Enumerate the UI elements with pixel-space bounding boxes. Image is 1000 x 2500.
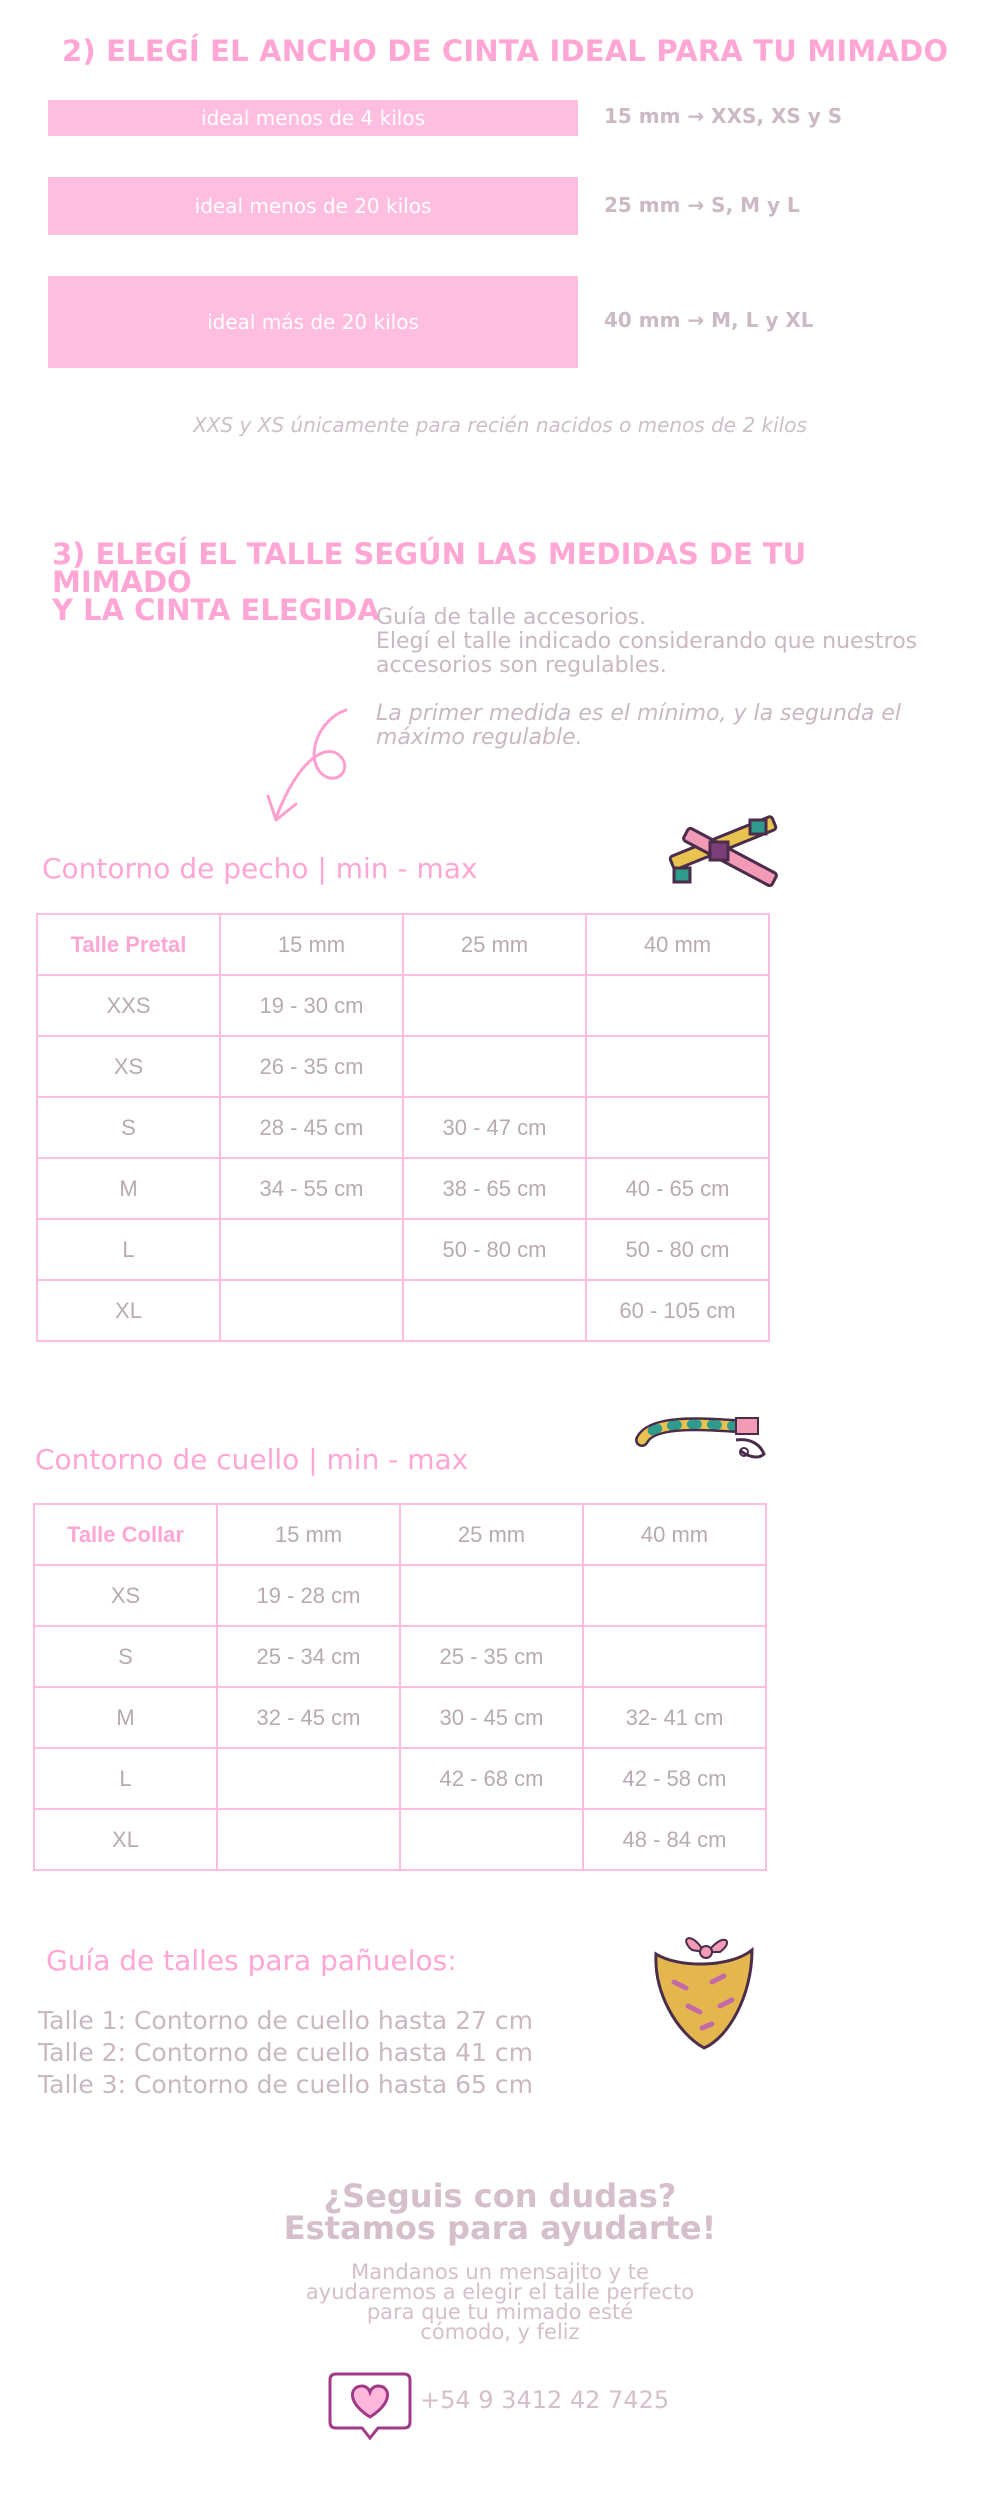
table-cell: 30 - 47 cm bbox=[403, 1097, 586, 1158]
table-header-cell: 40 mm bbox=[586, 914, 769, 975]
bandana-size-line: Talle 1: Contorno de cuello hasta 27 cm bbox=[38, 2006, 533, 2035]
table-cell bbox=[403, 1280, 586, 1341]
cta-title bbox=[0, 2177, 1000, 2247]
table-cell: XL bbox=[37, 1280, 220, 1341]
table-cell: XS bbox=[34, 1565, 217, 1626]
collar-leash-icon bbox=[632, 1410, 772, 1474]
table-cell: 60 - 105 cm bbox=[586, 1280, 769, 1341]
table-header-cell: 15 mm bbox=[217, 1504, 400, 1565]
table-cell: 42 - 58 cm bbox=[583, 1748, 766, 1809]
cta-body-line: para que tu mimado esté bbox=[366, 2300, 634, 2324]
width-bar-small bbox=[48, 100, 578, 136]
table-cell: XS bbox=[37, 1036, 220, 1097]
chest-table-heading: Contorno de pecho | min - max bbox=[42, 852, 478, 885]
section3-title-line1: 3) ELEGÍ EL TALLE SEGÚN LAS MEDIDAS DE TU MIMADO bbox=[52, 537, 807, 599]
table-row bbox=[37, 1036, 769, 1097]
guide-line: accesorios son regulables. bbox=[376, 653, 667, 678]
table-cell: 34 - 55 cm bbox=[220, 1158, 403, 1219]
neck-table-heading: Contorno de cuello | min - max bbox=[35, 1443, 469, 1476]
table-cell: 25 - 34 cm bbox=[217, 1626, 400, 1687]
table-cell bbox=[586, 1097, 769, 1158]
table-cell: 50 - 80 cm bbox=[586, 1219, 769, 1280]
table-cell: S bbox=[37, 1097, 220, 1158]
guide-italic-line: máximo regulable. bbox=[376, 725, 583, 750]
table-cell: 19 - 30 cm bbox=[220, 975, 403, 1036]
table-row bbox=[37, 1219, 769, 1280]
width-spec-15mm: 15 mm → XXS, XS y S bbox=[604, 104, 843, 128]
table-header-cell: 25 mm bbox=[403, 914, 586, 975]
curved-arrow-icon bbox=[258, 700, 358, 830]
newborn-note: XXS y XS únicamente para recién nacidos o menos de 2 kilos bbox=[193, 413, 807, 437]
bandana-icon bbox=[648, 1926, 758, 2052]
table-cell bbox=[217, 1809, 400, 1870]
table-cell: 32- 41 cm bbox=[583, 1687, 766, 1748]
table-cell bbox=[217, 1748, 400, 1809]
cta-title-line: ¿Seguis con dudas? bbox=[323, 2177, 677, 2215]
bandana-guide-heading: Guía de talles para pañuelos: bbox=[46, 1944, 457, 1977]
table-cell: XL bbox=[34, 1809, 217, 1870]
table-cell: S bbox=[34, 1626, 217, 1687]
table-row bbox=[34, 1748, 766, 1809]
width-spec-25mm: 25 mm → S, M y L bbox=[604, 193, 800, 217]
table-row bbox=[37, 975, 769, 1036]
table-cell bbox=[586, 1036, 769, 1097]
table-cell: 26 - 35 cm bbox=[220, 1036, 403, 1097]
table-row bbox=[37, 1280, 769, 1341]
table-cell bbox=[583, 1565, 766, 1626]
bandana-size-line: Talle 2: Contorno de cuello hasta 41 cm bbox=[38, 2038, 533, 2067]
heart-message-icon[interactable] bbox=[326, 2370, 414, 2442]
table-header-cell: 25 mm bbox=[400, 1504, 583, 1565]
table-cell bbox=[400, 1809, 583, 1870]
table-cell: 25 - 35 cm bbox=[400, 1626, 583, 1687]
table-cell bbox=[403, 1036, 586, 1097]
guide-italic-line: La primer medida es el mínimo, y la segunda el bbox=[376, 701, 901, 726]
table-cell: 28 - 45 cm bbox=[220, 1097, 403, 1158]
table-cell: 42 - 68 cm bbox=[400, 1748, 583, 1809]
guide-line: Guía de talle accesorios. bbox=[376, 605, 647, 630]
width-bar-label: ideal menos de 4 kilos bbox=[201, 106, 425, 130]
table-header-cell: 40 mm bbox=[583, 1504, 766, 1565]
section3-title-line2: Y LA CINTA ELEGIDA bbox=[52, 593, 380, 627]
table-cell bbox=[586, 975, 769, 1036]
table-row bbox=[34, 1565, 766, 1626]
cta-body-line: Mandanos un mensajito y te bbox=[351, 2260, 649, 2284]
guide-line: Elegí el talle indicado considerando que nuestros bbox=[376, 629, 918, 654]
table-header-cell: 15 mm bbox=[220, 914, 403, 975]
table-row bbox=[34, 1626, 766, 1687]
width-bar-medium bbox=[48, 177, 578, 235]
table-row bbox=[34, 1809, 766, 1870]
table-cell: M bbox=[37, 1158, 220, 1219]
table-cell bbox=[220, 1219, 403, 1280]
table-cell: 32 - 45 cm bbox=[217, 1687, 400, 1748]
guide-text bbox=[376, 606, 976, 678]
table-header-cell: Talle Pretal bbox=[37, 914, 220, 975]
chest-size-table bbox=[36, 913, 770, 1342]
cta-body bbox=[0, 2262, 1000, 2342]
guide-italic-text bbox=[376, 702, 976, 750]
table-cell: 50 - 80 cm bbox=[403, 1219, 586, 1280]
table-cell: M bbox=[34, 1687, 217, 1748]
cta-body-line: ayudaremos a elegir el talle perfecto bbox=[305, 2280, 695, 2304]
width-bar-label: ideal menos de 20 kilos bbox=[194, 194, 432, 218]
table-cell: 40 - 65 cm bbox=[586, 1158, 769, 1219]
table-cell: 30 - 45 cm bbox=[400, 1687, 583, 1748]
table-cell: L bbox=[37, 1219, 220, 1280]
table-cell: 19 - 28 cm bbox=[217, 1565, 400, 1626]
width-spec-40mm: 40 mm → M, L y XL bbox=[604, 308, 814, 332]
harness-icon bbox=[660, 806, 786, 896]
table-row bbox=[37, 1097, 769, 1158]
table-cell bbox=[583, 1626, 766, 1687]
table-header-row bbox=[37, 914, 769, 975]
bandana-size-line: Talle 3: Contorno de cuello hasta 65 cm bbox=[38, 2070, 533, 2099]
table-row bbox=[37, 1158, 769, 1219]
table-row bbox=[34, 1687, 766, 1748]
table-cell bbox=[400, 1565, 583, 1626]
table-cell bbox=[403, 975, 586, 1036]
table-cell: 38 - 65 cm bbox=[403, 1158, 586, 1219]
width-bar-label: ideal más de 20 kilos bbox=[207, 310, 419, 334]
section2-title: 2) ELEGÍ EL ANCHO DE CINTA IDEAL PARA TU MIMADO bbox=[62, 34, 949, 68]
table-header-cell: Talle Collar bbox=[34, 1504, 217, 1565]
cta-title-line: Estamos para ayudarte! bbox=[283, 2209, 717, 2247]
table-cell: 48 - 84 cm bbox=[583, 1809, 766, 1870]
width-bar-large bbox=[48, 276, 578, 368]
table-header-row bbox=[34, 1504, 766, 1565]
table-cell bbox=[220, 1280, 403, 1341]
cta-body-line: cómodo, y feliz bbox=[420, 2320, 580, 2344]
whatsapp-phone-link[interactable]: +54 9 3412 42 7425 bbox=[420, 2386, 670, 2414]
table-cell: L bbox=[34, 1748, 217, 1809]
table-cell: XXS bbox=[37, 975, 220, 1036]
neck-size-table bbox=[33, 1503, 767, 1871]
